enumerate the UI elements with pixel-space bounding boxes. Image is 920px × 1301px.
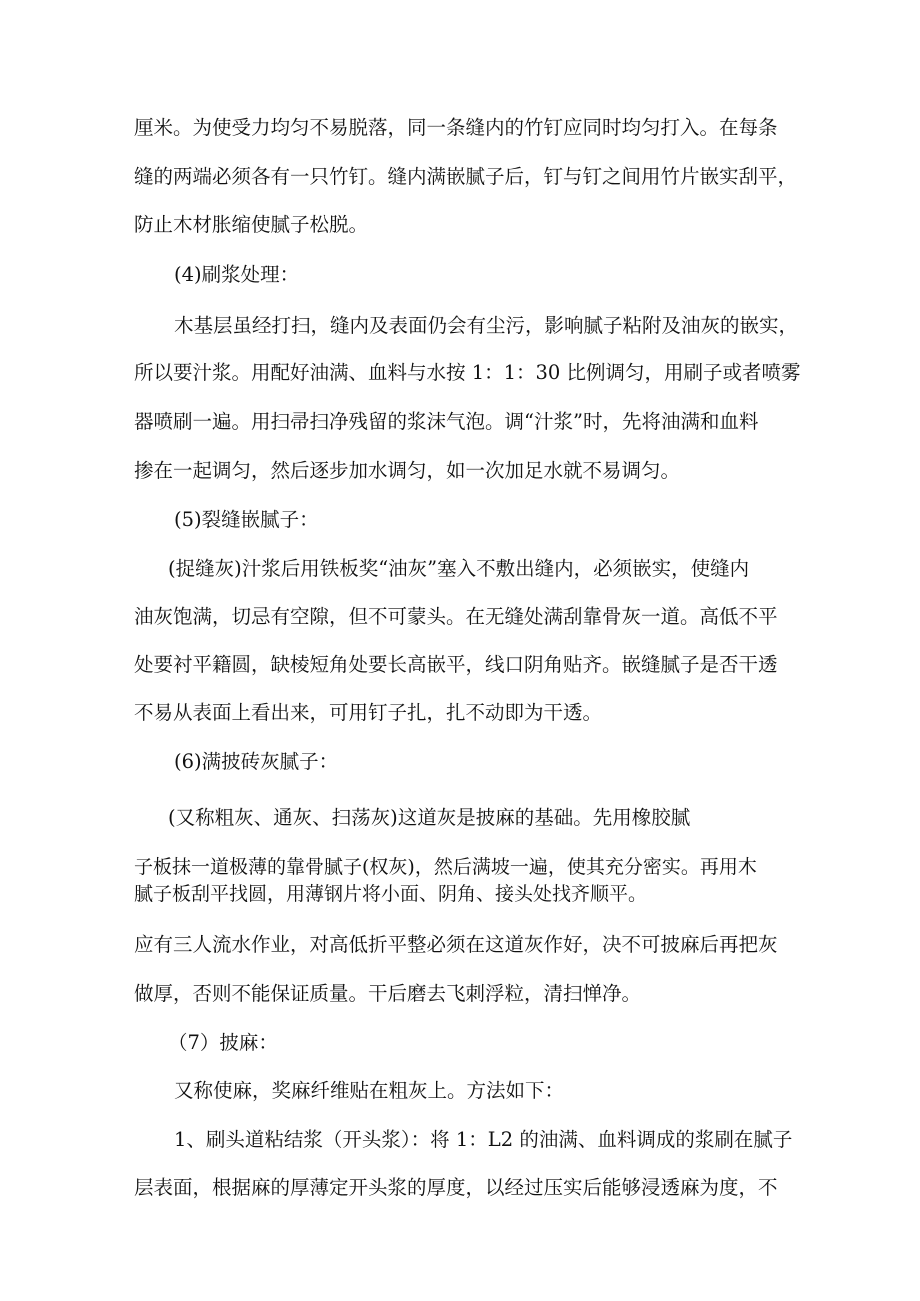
paragraph-line: 防止木材胀缩使腻子松脱。 xyxy=(134,213,369,236)
section-heading-6: (6)满披砖灰腻子： xyxy=(174,750,339,773)
paragraph-line: 1、刷头道粘结浆（开头浆）：将 1：L2 的油满、血料调成的浆刷在腻子 xyxy=(174,1128,793,1151)
paragraph-line: 做厚，否则不能保证质量。干后磨去飞刺浮粒，清扫惮净。 xyxy=(134,982,642,1005)
paragraph-line: 木基层虽经打扫，缝内及表面仍会有尘污，影响腻子粘附及油灰的嵌实， xyxy=(174,314,799,337)
paragraph-line: 不易从表面上看出来，可用钉子扎，扎不动即为干透。 xyxy=(134,701,603,724)
section-heading-4: (4)刷浆处理： xyxy=(174,263,300,286)
paragraph-line: 厘米。为使受力均匀不易脱落，同一条缝内的竹钉应同时均匀打入。在每条 xyxy=(134,116,778,139)
paragraph-line: 器喷刷一遍。用扫帚扫净残留的浆沫气泡。调“汁浆”时，先将油满和血料 xyxy=(134,410,759,433)
paragraph-line: (又称粗灰、通灰、扫荡灰)这道灰是披麻的基础。先用橡胶腻 xyxy=(168,806,691,829)
paragraph-line: 层表面，根据麻的厚薄定开头浆的厚度，以经过压实后能够浸透麻为度，不 xyxy=(134,1176,778,1199)
paragraph-line: 缝的两端必须各有一只竹钉。缝内满嵌腻子后，钉与钉之间用竹片嵌实刮平， xyxy=(134,165,798,188)
paragraph-line: 应有三人流水作业，对高低折平整必须在这道灰作好，决不可披麻后再把灰 xyxy=(134,933,778,956)
section-heading-7: （7）披麻： xyxy=(168,1031,278,1054)
paragraph-line: (捉缝灰)汁浆后用铁板奖“油灰”塞入不敷出缝内，必须嵌实，使缝内 xyxy=(168,557,750,580)
section-heading-5: (5)裂缝嵌腻子： xyxy=(174,508,319,531)
paragraph-line: 处要衬平籍圆，缺棱短角处要长高嵌平，线口阴角贴齐。嵌缝腻子是否干透 xyxy=(134,653,778,676)
paragraph-line: 掺在一起调匀，然后逐步加水调匀，如一次加足水就不易调匀。 xyxy=(134,459,681,482)
paragraph-line: 油灰饱满，切忌有空隙，但不可蒙头。在无缝处满刮靠骨灰一道。高低不平 xyxy=(134,605,778,628)
paragraph-line: 又称使麻，奖麻纤维贴在粗灰上。方法如下： xyxy=(174,1079,565,1102)
paragraph-line: 所以要汁浆。用配好油满、血料与水按 1：1：30 比例调匀，用刷子或者喷雾 xyxy=(134,361,801,384)
paragraph-line: 子板抹一道极薄的靠骨腻子(权灰)，然后满坡一遍，使其充分密实。再用木 xyxy=(134,856,757,878)
paragraph-line: 腻子板刮平找圆，用薄钢片将小面、阴角、接头处找齐顺平。 xyxy=(134,883,648,905)
